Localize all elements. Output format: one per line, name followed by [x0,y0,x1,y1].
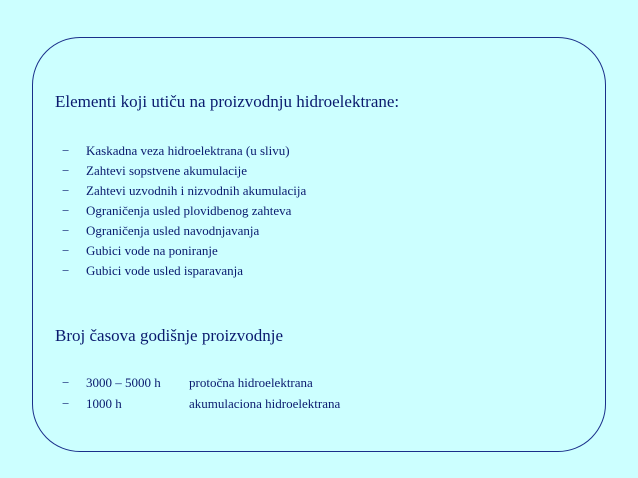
list-item-text: Gubici vode na poniranje [86,243,218,258]
list-item [62,141,306,161]
plant-type: akumulaciona hidroelektrana [189,396,341,411]
dash-bullet: − [62,203,70,218]
list-item [62,261,306,281]
list-item [62,181,306,201]
dash-bullet: − [62,223,70,238]
hours-value: 1000 h [86,396,122,411]
dash-bullet: − [62,375,70,390]
section-heading-production-factors: Elementi koji utiču na proizvodnju hidroelektrane: [55,92,400,111]
annual-hours-list [62,372,340,414]
dash-bullet: − [62,243,70,258]
dash-bullet: − [62,263,70,278]
list-item-text: Ograničenja usled navodnjavanja [86,223,260,238]
list-item [62,241,306,261]
list-item [62,221,306,241]
list-item-text: Kaskadna veza hidroelektrana (u slivu) [86,143,290,158]
list-item [62,372,340,393]
dash-bullet: − [62,183,70,198]
list-item [62,161,306,181]
hours-value: 3000 – 5000 h [86,375,161,390]
list-item-text: Ograničenja usled plovidbenog zahteva [86,203,292,218]
list-item-text: Gubici vode usled isparavanja [86,263,244,278]
list-item [62,393,340,414]
dash-bullet: − [62,396,70,411]
dash-bullet: − [62,163,70,178]
list-item-text: Zahtevi uzvodnih i nizvodnih akumulacija [86,183,307,198]
section-heading-annual-hours: Broj časova godišnje proizvodnje [55,326,284,345]
dash-bullet: − [62,143,70,158]
list-item-text: Zahtevi sopstvene akumulacije [86,163,248,178]
plant-type: protočna hidroelektrana [189,375,313,390]
list-item [62,201,306,221]
production-factors-list [62,141,306,281]
